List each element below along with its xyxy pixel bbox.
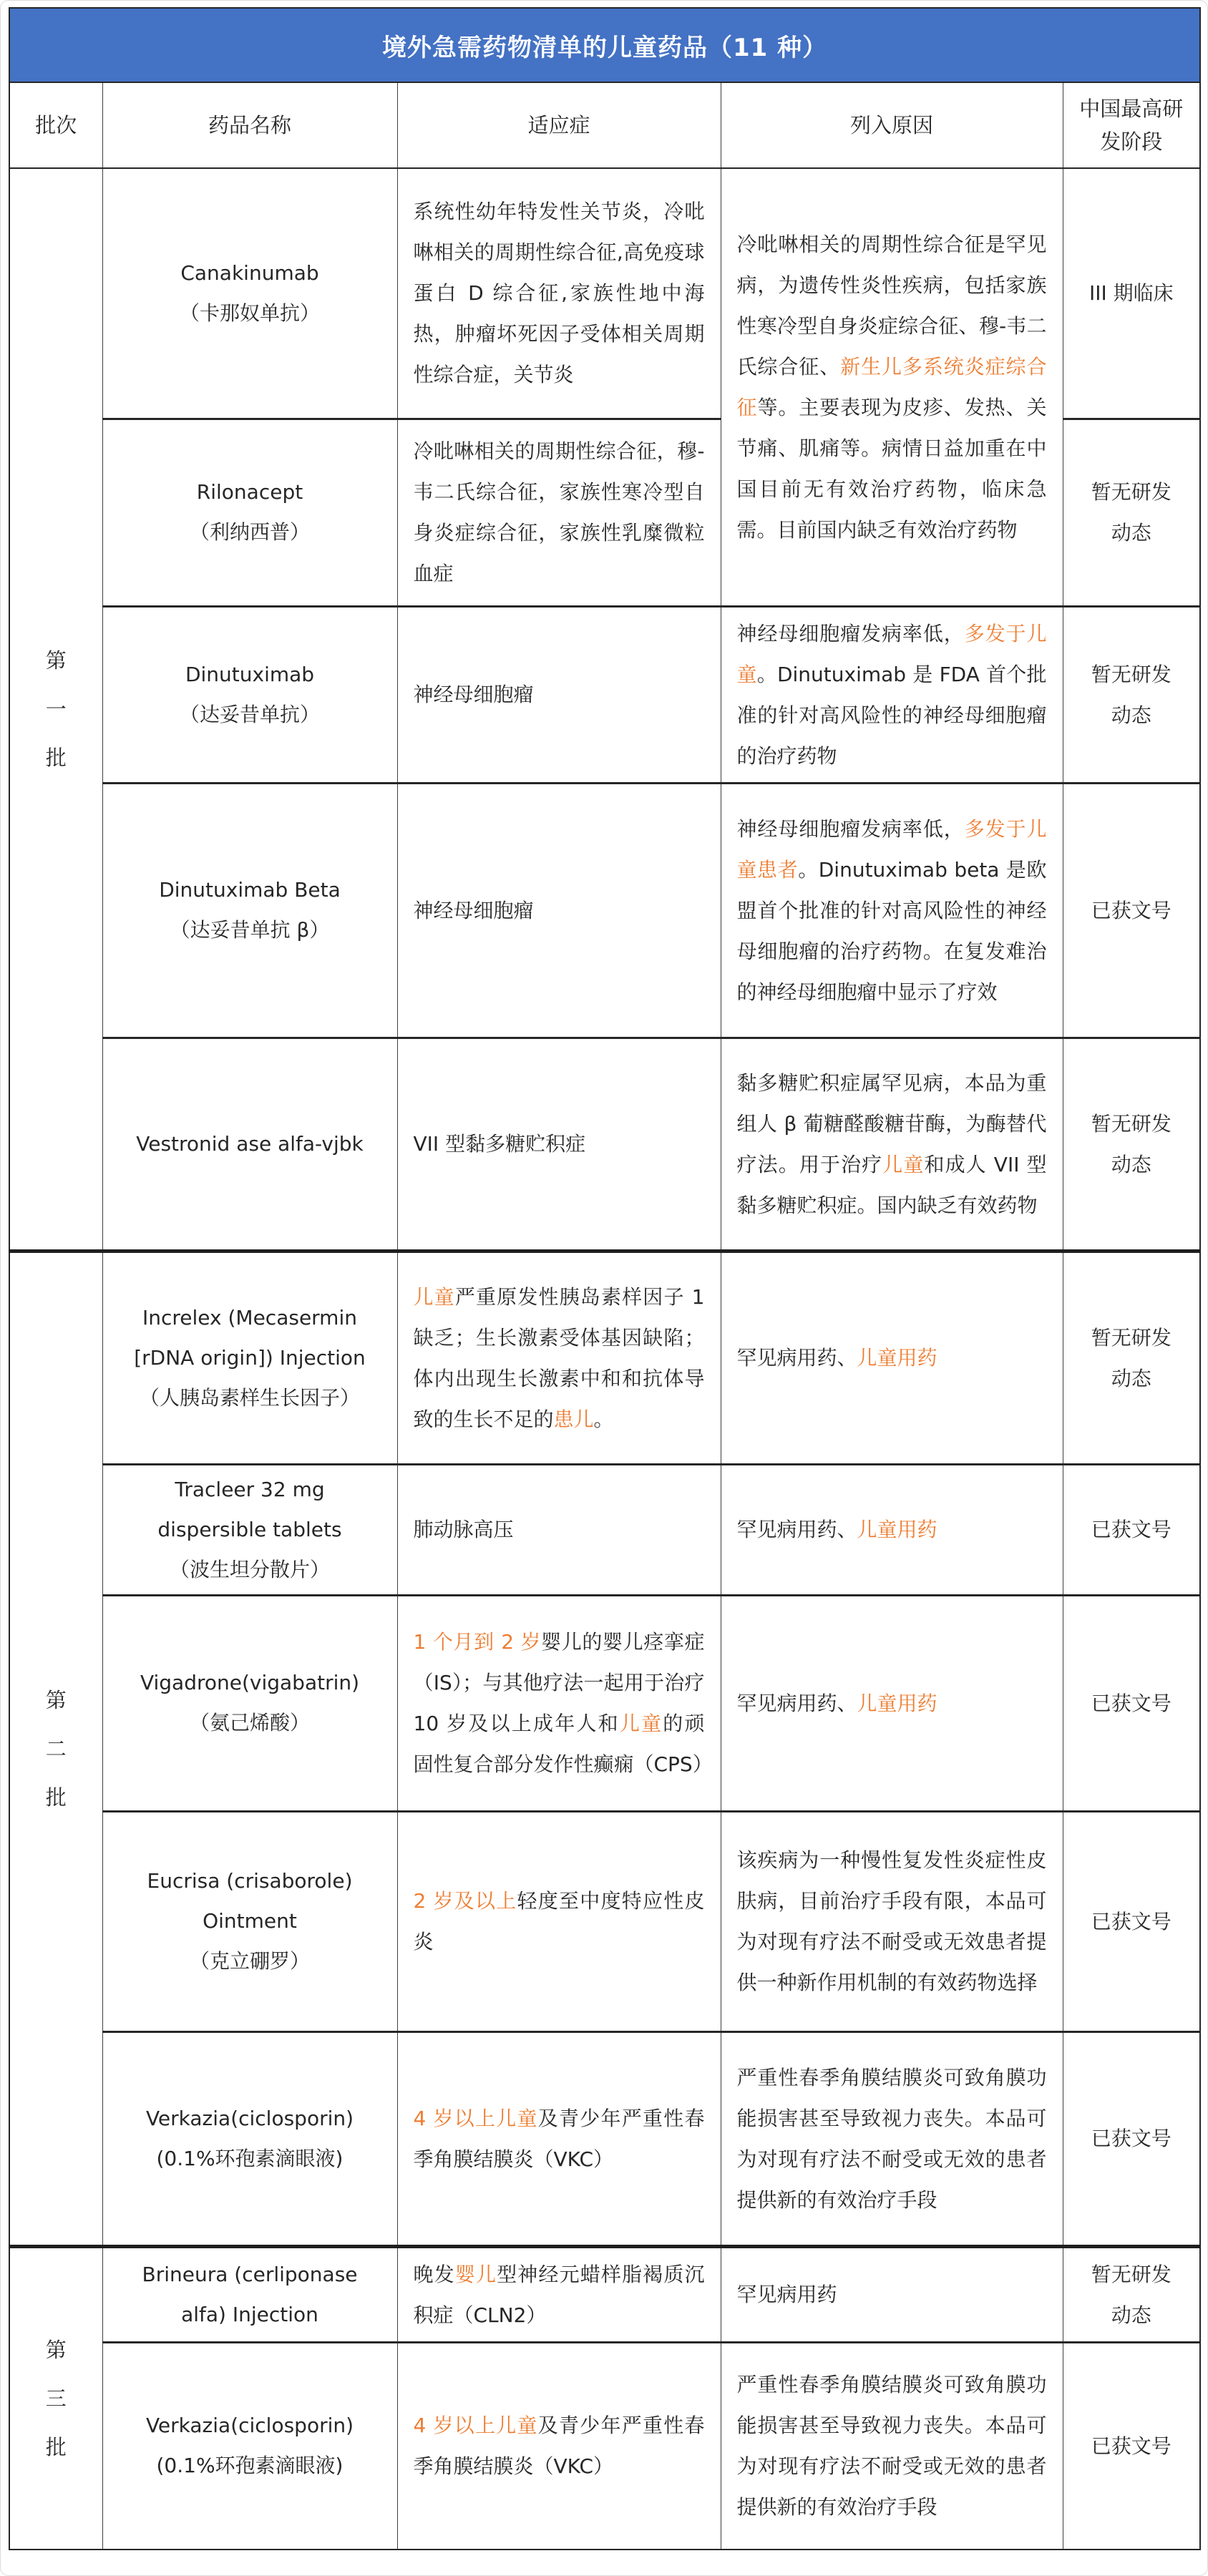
column-header-batch: 批次 bbox=[9, 82, 102, 168]
text-segment: 神经母细胞瘤 bbox=[413, 683, 534, 706]
drug-name-line: （卡那奴单抗） bbox=[179, 301, 320, 325]
text-segment: 罕见病用药 bbox=[736, 2283, 837, 2306]
table-row bbox=[9, 2031, 1200, 2246]
drug-name-cell bbox=[102, 419, 397, 606]
highlight-text: 2 岁及以上 bbox=[413, 1889, 517, 1913]
column-header-stage: 中国最高研 发阶段 bbox=[1063, 82, 1200, 168]
text-segment: 神经母细胞瘤发病率低， bbox=[736, 621, 965, 645]
indication-cell bbox=[397, 1595, 721, 1811]
indication-cell bbox=[397, 2246, 721, 2342]
drug-name-line: Dinutuximab bbox=[185, 662, 315, 686]
column-header-drug-name: 药品名称 bbox=[102, 82, 397, 168]
stage-cell: 已获文号 bbox=[1063, 1811, 1200, 2031]
drug-name-cell bbox=[102, 1464, 397, 1595]
text-segment: 。 bbox=[593, 1407, 614, 1431]
stage-cell: 暂无研发 动态 bbox=[1063, 1038, 1200, 1251]
text-segment: 罕见病用药、 bbox=[736, 1691, 857, 1715]
indication-cell bbox=[397, 168, 721, 419]
indication-cell bbox=[397, 1038, 721, 1251]
drug-name-line: dispersible tablets bbox=[157, 1517, 342, 1541]
drug-name-line: [rDNA origin]) Injection bbox=[134, 1345, 366, 1370]
drug-name-cell bbox=[102, 783, 397, 1038]
table-row bbox=[9, 2246, 1200, 2342]
drug-name-cell bbox=[102, 2342, 397, 2550]
text-segment: 的顽固性复合部分发作性癫痫（CPS） bbox=[413, 1712, 713, 1776]
highlight-text: 婴儿 bbox=[454, 2262, 497, 2286]
table-row bbox=[9, 783, 1200, 1038]
reason-cell bbox=[721, 168, 1063, 606]
text-segment: 等。主要表现为皮疹、发热、关节痛、肌痛等。病情日益加重在中国目前无有效治疗药物，临床急需。目前国内缺乏有效治疗药物 bbox=[736, 395, 1047, 542]
batch-cell: 第 三 批 bbox=[9, 2246, 102, 2550]
drug-name-line: Verkazia(ciclosporin) bbox=[145, 2414, 354, 2438]
stage-cell: 暂无研发 动态 bbox=[1063, 606, 1200, 783]
text-segment: 黏多糖贮积症属罕见病，本品为重组人 β 葡糖醛酸糖苷酶，为酶替代疗法。用于治疗 bbox=[736, 1070, 1047, 1176]
drug-name-cell bbox=[102, 1811, 397, 2031]
text-segment: 冷吡啉相关的周期性综合征是罕见病，为遗传性炎性疾病，包括家族性寒冷型自身炎症综合征、穆-韦二氏综合征、 bbox=[736, 232, 1047, 379]
drug-name-cell bbox=[102, 606, 397, 783]
stage-cell: 已获文号 bbox=[1063, 783, 1200, 1038]
reason-cell bbox=[721, 1251, 1063, 1464]
stage-cell: 已获文号 bbox=[1063, 1595, 1200, 1811]
stage-cell: 已获文号 bbox=[1063, 2342, 1200, 2550]
reason-cell bbox=[721, 2031, 1063, 2246]
highlight-text: 儿童用药 bbox=[857, 1518, 937, 1541]
stage-cell: 已获文号 bbox=[1063, 1464, 1200, 1595]
text-segment: 神经母细胞瘤 bbox=[413, 898, 534, 922]
stage-cell: III 期临床 bbox=[1063, 168, 1200, 419]
drug-name-line: Increlex (Mecasermin bbox=[142, 1305, 357, 1330]
drug-name-line: Canakinumab bbox=[180, 260, 319, 285]
stage-cell: 已获文号 bbox=[1063, 2031, 1200, 2246]
indication-cell bbox=[397, 606, 721, 783]
drug-table bbox=[9, 7, 1201, 2550]
highlight-text: 4 岁以上儿童 bbox=[413, 2414, 538, 2438]
table-row bbox=[9, 1251, 1200, 1464]
drug-name-line: (0.1%环孢素滴眼液) bbox=[156, 2146, 344, 2170]
indication-cell bbox=[397, 1251, 721, 1464]
table-body bbox=[9, 168, 1200, 2550]
indication-cell bbox=[397, 1464, 721, 1595]
drug-name-line: Vestronid ase alfa-vjbk bbox=[136, 1131, 364, 1156]
drug-name-cell bbox=[102, 168, 397, 419]
drug-name-line: Rilonacept bbox=[196, 480, 303, 504]
reason-cell bbox=[721, 1038, 1063, 1251]
reason-cell bbox=[721, 2246, 1063, 2342]
drug-name-line: Verkazia(ciclosporin) bbox=[145, 2106, 354, 2130]
text-segment: 及青少年严重性春季角膜结膜炎（VKC） bbox=[413, 2106, 705, 2171]
drug-name-line: （达妥昔单抗 β） bbox=[170, 918, 330, 942]
table-row bbox=[9, 1595, 1200, 1811]
reason-cell bbox=[721, 1811, 1063, 2031]
column-header-indication: 适应症 bbox=[397, 82, 721, 168]
stage-cell: 暂无研发 动态 bbox=[1063, 1251, 1200, 1464]
drug-name-line: （人胰岛素样生长因子） bbox=[139, 1385, 360, 1410]
indication-cell bbox=[397, 783, 721, 1038]
table-row bbox=[9, 1811, 1200, 2031]
text-segment: 。Dinutuximab 是 FDA 首个批准的针对高风险性的神经母细胞瘤的治疗药物 bbox=[736, 662, 1047, 768]
highlight-text: 多发于儿童患者 bbox=[736, 816, 1047, 882]
drug-name-line: Vigadrone(vigabatrin) bbox=[140, 1671, 360, 1694]
text-segment: 严重性春季角膜结膜炎可致角膜功能损害甚至导致视力丧失。本品可为对现有疗法不耐受或无效的患者提供新的有效治疗手段 bbox=[736, 2373, 1047, 2519]
text-segment: 型神经元蜡样脂褐质沉积症（CLN2） bbox=[413, 2262, 705, 2327]
batch-cell: 第 二 批 bbox=[9, 1251, 102, 2246]
highlight-text: 4 岁以上儿童 bbox=[413, 2106, 538, 2130]
drug-name-line: Tracleer 32 mg bbox=[175, 1477, 325, 1501]
text-segment: 系统性幼年特发性关节炎，冷吡啉相关的周期性综合征,高免疫球蛋白 D 综合征,家族性地中海热，肿瘤坏死因子受体相关周期性综合症，关节炎 bbox=[413, 200, 705, 387]
text-segment: 。Dinutuximab beta 是欧盟首个批准的针对高风险性的神经母细胞瘤的治疗药物。在复发难治的神经母细胞瘤中显示了疗效 bbox=[736, 857, 1047, 1004]
text-segment: 神经母细胞瘤发病率低， bbox=[736, 816, 965, 841]
stage-cell: 暂无研发 动态 bbox=[1063, 2246, 1200, 2342]
header-row bbox=[9, 82, 1200, 168]
table-row bbox=[9, 168, 1200, 419]
text-segment: 和成人 VII 型黏多糖贮积症。国内缺乏有效药物 bbox=[736, 1152, 1047, 1217]
drug-name-line: Ointment bbox=[203, 1909, 297, 1933]
highlight-text: 1 个月到 2 岁 bbox=[413, 1630, 542, 1654]
drug-name-line: Brineura (cerliponase bbox=[142, 2262, 358, 2286]
drug-name-line: （波生坦分散片） bbox=[169, 1557, 330, 1581]
drug-name-line: Eucrisa (crisaborole) bbox=[147, 1869, 353, 1893]
indication-cell bbox=[397, 419, 721, 606]
drug-name-line: （利纳西普） bbox=[189, 520, 310, 544]
drug-name-line: alfa) Injection bbox=[181, 2302, 318, 2326]
text-segment: VII 型黏多糖贮积症 bbox=[413, 1132, 586, 1156]
text-segment: 严重性春季角膜结膜炎可致角膜功能损害甚至导致视力丧失。本品可为对现有疗法不耐受或无效的患者提供新的有效治疗手段 bbox=[736, 2065, 1047, 2212]
highlight-text: 儿童 bbox=[619, 1712, 663, 1735]
highlight-text: 新生儿多系统炎症综合征 bbox=[736, 354, 1047, 419]
text-segment: 及青少年严重性春季角膜结膜炎（VKC） bbox=[413, 2414, 705, 2479]
drug-name-cell bbox=[102, 2246, 397, 2342]
text-segment: 晚发 bbox=[413, 2262, 455, 2286]
text-segment: 婴儿的婴儿痉挛症（IS）；与其他疗法一起用于治疗 10 岁及以上成年人和 bbox=[413, 1630, 705, 1735]
highlight-text: 儿童 bbox=[882, 1152, 925, 1176]
text-segment: 冷吡啉相关的周期性综合征，穆-韦二氏综合征，家族性寒冷型自身炎症综合征，家族性乳糜微粒血症 bbox=[413, 439, 705, 585]
table-row bbox=[9, 606, 1200, 783]
text-segment: 轻度至中度特应性皮炎 bbox=[413, 1889, 705, 1953]
reason-cell bbox=[721, 606, 1063, 783]
stage-cell: 暂无研发 动态 bbox=[1063, 419, 1200, 606]
highlight-text: 儿童用药 bbox=[857, 1346, 937, 1370]
highlight-text: 儿童 bbox=[413, 1284, 455, 1309]
reason-cell bbox=[721, 783, 1063, 1038]
indication-cell bbox=[397, 2031, 721, 2246]
reason-cell bbox=[721, 1464, 1063, 1595]
drug-name-line: (0.1%环孢素滴眼液) bbox=[156, 2454, 344, 2478]
text-segment: 严重原发性胰岛素样因子 1 缺乏；生长激素受体基因缺陷；体内出现生长激素中和和抗体导致的生长不足的 bbox=[413, 1284, 705, 1431]
page-title: 境外急需药物清单的儿童药品（11 种） bbox=[9, 8, 1200, 82]
indication-cell bbox=[397, 2342, 721, 2550]
table-row bbox=[9, 1038, 1200, 1251]
title-row bbox=[9, 8, 1200, 82]
highlight-text: 儿童用药 bbox=[857, 1691, 937, 1715]
text-segment: 罕见病用药、 bbox=[736, 1346, 857, 1370]
batch-cell: 第 一 批 bbox=[9, 168, 102, 1251]
highlight-text: 患儿 bbox=[553, 1407, 594, 1431]
text-segment: 罕见病用药、 bbox=[736, 1518, 857, 1541]
text-segment: 肺动脉高压 bbox=[413, 1518, 514, 1541]
reason-cell bbox=[721, 1595, 1063, 1811]
drug-name-line: Dinutuximab Beta bbox=[159, 878, 341, 902]
highlight-text: 多发于儿童 bbox=[736, 621, 1047, 686]
drug-name-line: （克立硼罗） bbox=[189, 1949, 310, 1973]
drug-name-cell bbox=[102, 1595, 397, 1811]
drug-name-cell bbox=[102, 1251, 397, 1464]
column-header-reason: 列入原因 bbox=[721, 82, 1063, 168]
drug-name-cell bbox=[102, 2031, 397, 2246]
table-row bbox=[9, 2342, 1200, 2550]
drug-name-line: （氨己烯酸） bbox=[189, 1711, 310, 1735]
drug-name-cell bbox=[102, 1038, 397, 1251]
drug-name-line: （达妥昔单抗） bbox=[179, 702, 320, 726]
indication-cell bbox=[397, 1811, 721, 2031]
text-segment: 该疾病为一种慢性复发性炎症性皮肤病，目前治疗手段有限，本品可为对现有疗法不耐受或无效患者提供一种新作用机制的有效药物选择 bbox=[736, 1848, 1047, 1994]
table-row bbox=[9, 1464, 1200, 1595]
reason-cell bbox=[721, 2342, 1063, 2550]
